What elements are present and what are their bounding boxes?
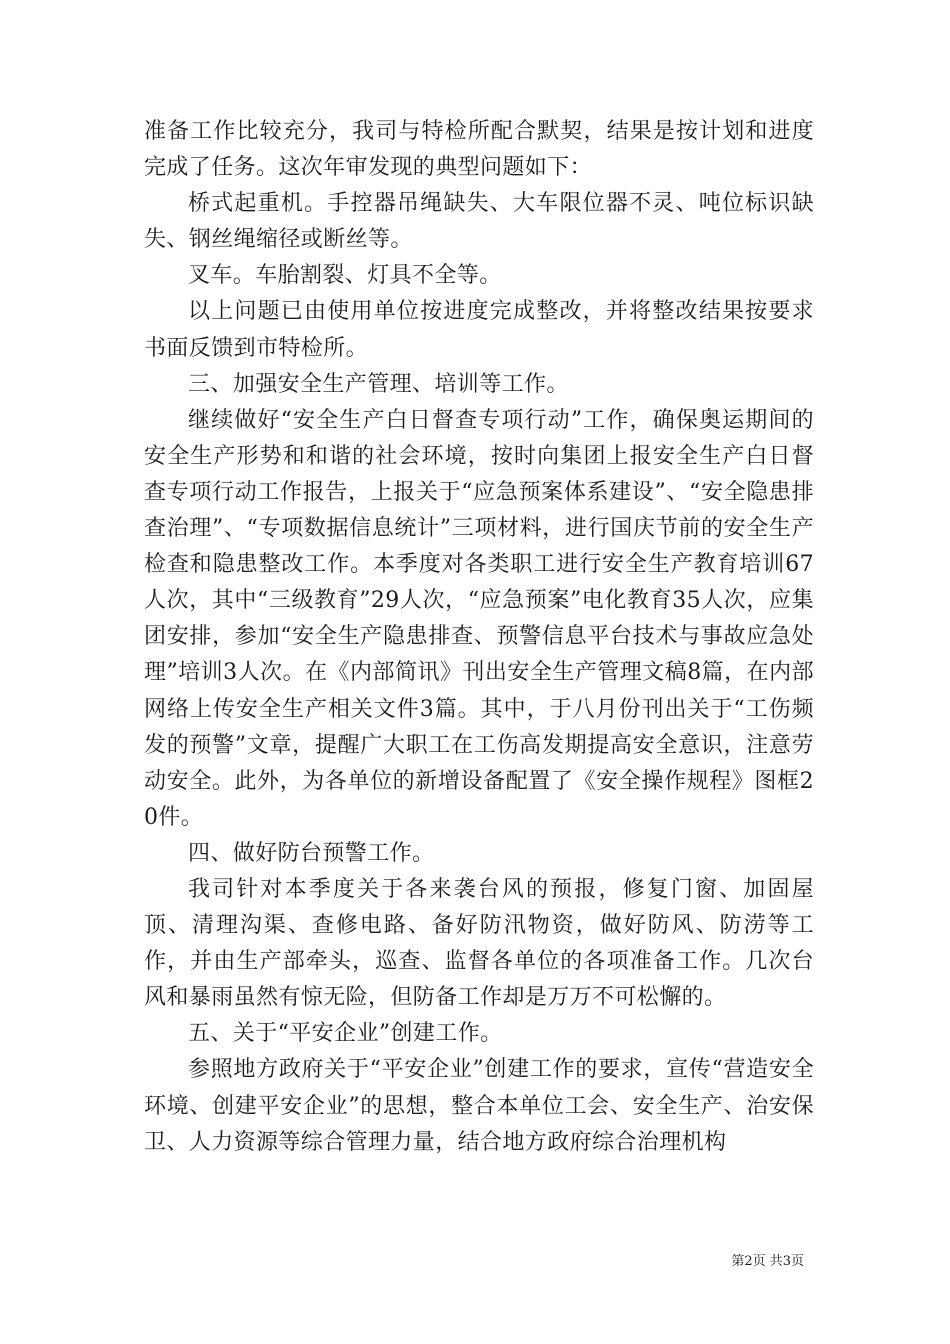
section-heading-5: 五、关于“平安企业”创建工作。 <box>188 1021 503 1047</box>
paragraph-rectification: 以上问题已由使用单位按进度完成整改，并将整改结果按要求书面反馈到市特检所。 <box>144 299 814 361</box>
section-heading-4: 四、做好防台预警工作。 <box>188 840 435 866</box>
paragraph-bridge-crane: 桥式起重机。手控器吊绳缺失、大车限位器不灵、吨位标识缺失、钢丝绳缩径或断丝等。 <box>144 191 814 253</box>
document-body <box>144 114 814 1161</box>
page-number: 第2页 共3页 <box>731 1254 804 1269</box>
paragraph-safe-enterprise: 参照地方政府关于“平安企业”创建工作的要求，宣传“营造安全环境、创建平安企业”的思想，整合本单位工会、安全生产、治安保卫、人力资源等综合管理力量，结合地方政府综合治理机构 <box>144 1057 814 1155</box>
paragraph-continuation: 准备工作比较充分，我司与特检所配合默契，结果是按计划和进度完成了任务。这次年审发现的典型问题如下： <box>144 119 814 181</box>
paragraph-typhoon: 我司针对本季度关于各来袭台风的预报，修复门窗、加固屋顶、清理沟渠、查修电路、备好防汛物资，做好防风、防涝等工作，并由生产部牵头，巡查、监督各单位的各项准备工作。几次台风和暴雨虽然有惊无险，但防备工作却是万万不可松懈的。 <box>144 876 814 1011</box>
section-heading-3: 三、加强安全生产管理、培训等工作。 <box>188 371 569 397</box>
paragraph-safety-training: 继续做好“安全生产白日督查专项行动”工作，确保奥运期间的安全生产形势和和谐的社会环境，按时向集团上报安全生产白日督查专项行动工作报告，上报关于“应急预案体系建设”、“安全隐患排查治理”、“专项数据信息统计”三项材料，进行国庆节前的安全生产检查和隐患整改工作。本季度对各类职工进行安全生产教育培训67人次，其中“三级教育”29人次，“应急预案”电化教育35人次，应集团安排，参加“安全生产隐患排查、预警信息平台技术与事故应急处理”培训3人次。在《内部简讯》刊出安全生产管理文稿8篇，在内部网络上传安全生产相关文件3篇。其中，于八月份刊出关于“工伤频发的预警”文章，提醒广大职工在工伤高发期提高安全意识，注意劳动安全。此外，为各单位的新增设备配置了《安全操作规程》图框20件。 <box>144 407 814 830</box>
paragraph-forklift: 叉车。车胎割裂、灯具不全等。 <box>188 263 502 289</box>
